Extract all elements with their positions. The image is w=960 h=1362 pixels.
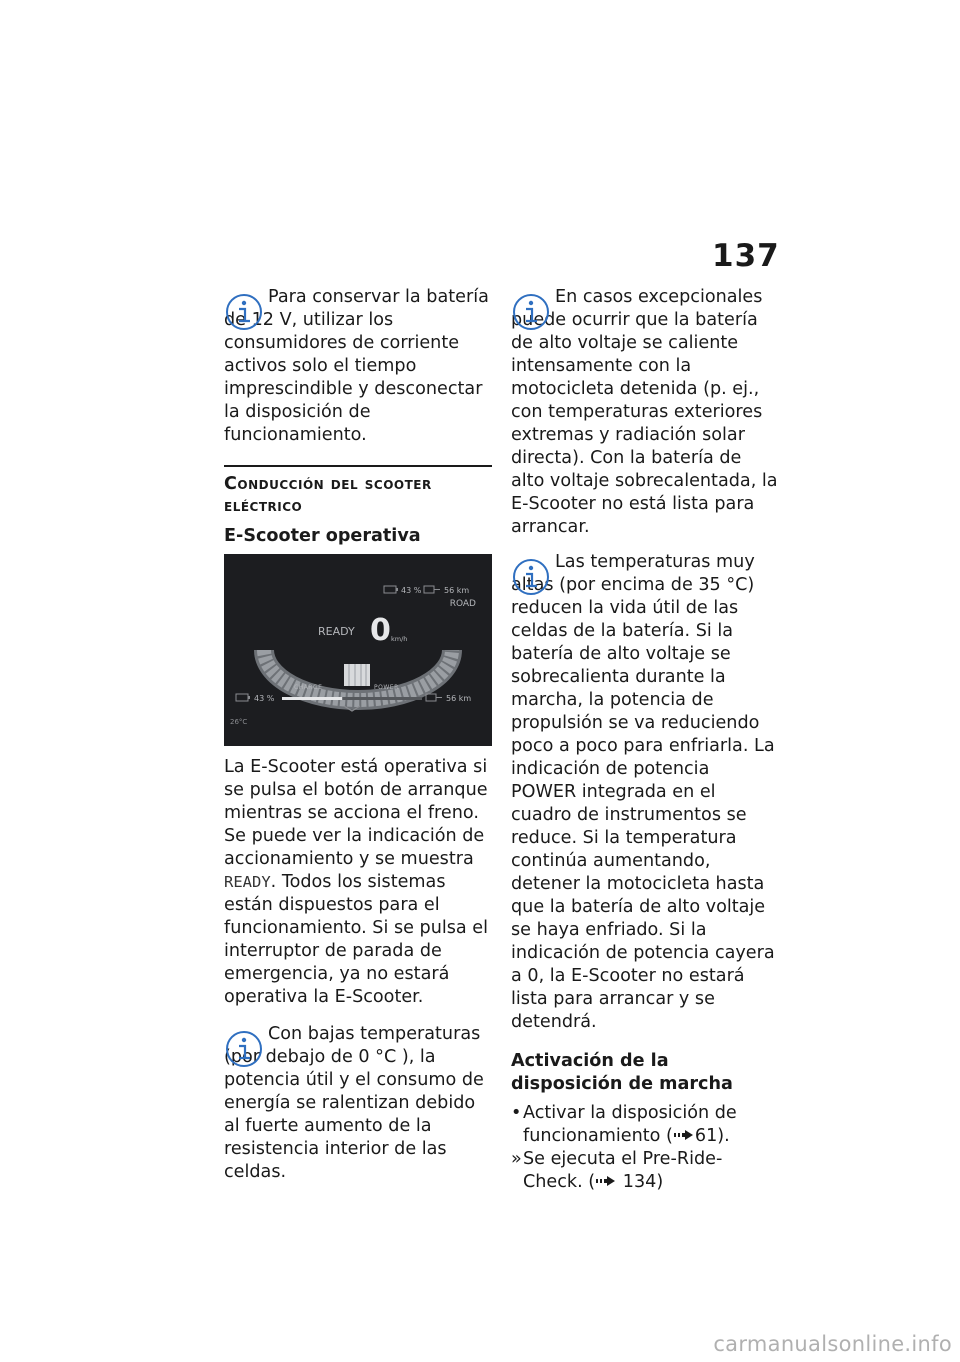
result-marker: » bbox=[511, 1149, 522, 1169]
step-text-end: ). bbox=[717, 1126, 730, 1146]
operational-paragraph bbox=[224, 756, 492, 1009]
watermark: carmanualsonline.info bbox=[713, 1332, 952, 1356]
info-note-battery bbox=[224, 286, 492, 447]
right-column bbox=[511, 286, 779, 1194]
note-text: En casos excepcionales puede ocurrir que la batería de alto voltaje se caliente intensamente con la motocicleta detenida (p. ej., con temperaturas exteriores extremas y radiación solar directa). Con la batería de alto voltaje sobrecalentada, la E-Scooter no está lista para arrancar. bbox=[511, 287, 778, 537]
temperature-readout: 26°C bbox=[230, 718, 248, 726]
info-icon bbox=[224, 292, 264, 332]
ready-code: READY bbox=[224, 873, 271, 891]
step-text: Se ejecuta el Pre-Ride-Check. ( bbox=[523, 1149, 723, 1192]
note-text: Con bajas temperaturas (por debajo de 0 °C ), la potencia útil y el consumo de energía se ralentizan debido al fuerte aumento de la resistencia interior de las celdas. bbox=[224, 1024, 484, 1182]
step-text: Activar la disposición de funcionamiento ( bbox=[523, 1103, 737, 1146]
info-note-low-temperature bbox=[224, 1023, 492, 1184]
info-icon bbox=[511, 292, 551, 332]
top-battery-readout: 43 % bbox=[401, 586, 422, 595]
procedure-steps bbox=[511, 1102, 779, 1194]
step-text-end: ) bbox=[656, 1172, 664, 1192]
info-icon bbox=[224, 1029, 264, 1069]
info-icon bbox=[511, 557, 551, 597]
bottom-range-readout: 56 km bbox=[446, 694, 472, 703]
bottom-battery-readout: 43 % bbox=[254, 694, 275, 703]
left-column bbox=[224, 286, 492, 1196]
note-text: Para conservar la batería de 12 V, utilizar los consumidores de corriente activos solo el tiempo imprescindible y desconectar la disposición de funcionamiento. bbox=[224, 287, 489, 445]
note-text: Las temperaturas muy altas (por encima de 35 °C) reducen la vida útil de las celdas de la batería. Si la batería de alto voltaje se sobrecalienta durante la marcha, la potencia de propulsión se va reduciendo poco a poco para enfriarla. La indicación de potencia POWER integrada en el cuadro de instrumentos se reduce. Si la temperatura continúa aumentando, detener la motocicleta hasta que la batería de alto voltaje se haya enfriado. Si la indicación de potencia cayera a 0, la E-Scooter no estará lista para arrancar y se detendrá. bbox=[511, 552, 775, 1032]
page-reference-link[interactable]: 61 bbox=[694, 1126, 718, 1146]
page-reference-link[interactable]: 134 bbox=[622, 1172, 657, 1192]
section-title: Conducción del scooter eléctrico bbox=[224, 474, 432, 516]
section-divider bbox=[224, 465, 492, 467]
riding-mode: ROAD bbox=[449, 599, 476, 609]
speed-unit: km/h bbox=[391, 635, 408, 643]
ready-indicator: READY bbox=[318, 625, 355, 638]
charge-level-bar bbox=[282, 697, 422, 700]
speed-readout: 0 bbox=[370, 613, 391, 648]
power-label: POWER bbox=[374, 684, 399, 691]
step-marker: • bbox=[511, 1103, 522, 1123]
charge-label: CHARGE bbox=[294, 684, 323, 691]
paragraph-text-continued: . Todos los sistemas están dispuestos para el funcionamiento. Si se pulsa el interruptor de parada de emergencia, ya no estará operativa la E-Scooter. bbox=[224, 872, 488, 1007]
list-item bbox=[511, 1148, 779, 1194]
paragraph-text: La E-Scooter está operativa si se pulsa el botón de arranque mientras se acciona el freno. Se puede ver la indicación de accionamiento y se muestra bbox=[224, 757, 488, 869]
dashboard-display-image bbox=[224, 554, 492, 746]
info-note-high-temperature bbox=[511, 551, 779, 1034]
subsection-title: Activación de la disposición de marcha bbox=[511, 1051, 733, 1094]
page-reference-arrow-icon bbox=[595, 1174, 617, 1188]
list-item bbox=[511, 1102, 779, 1148]
page-number: 137 bbox=[712, 238, 780, 274]
top-range-readout: 56 km bbox=[444, 586, 470, 595]
page-reference-arrow-icon bbox=[673, 1128, 695, 1142]
subsection-title: E-Scooter operativa bbox=[224, 526, 421, 546]
info-note-overheating-parked bbox=[511, 286, 779, 539]
